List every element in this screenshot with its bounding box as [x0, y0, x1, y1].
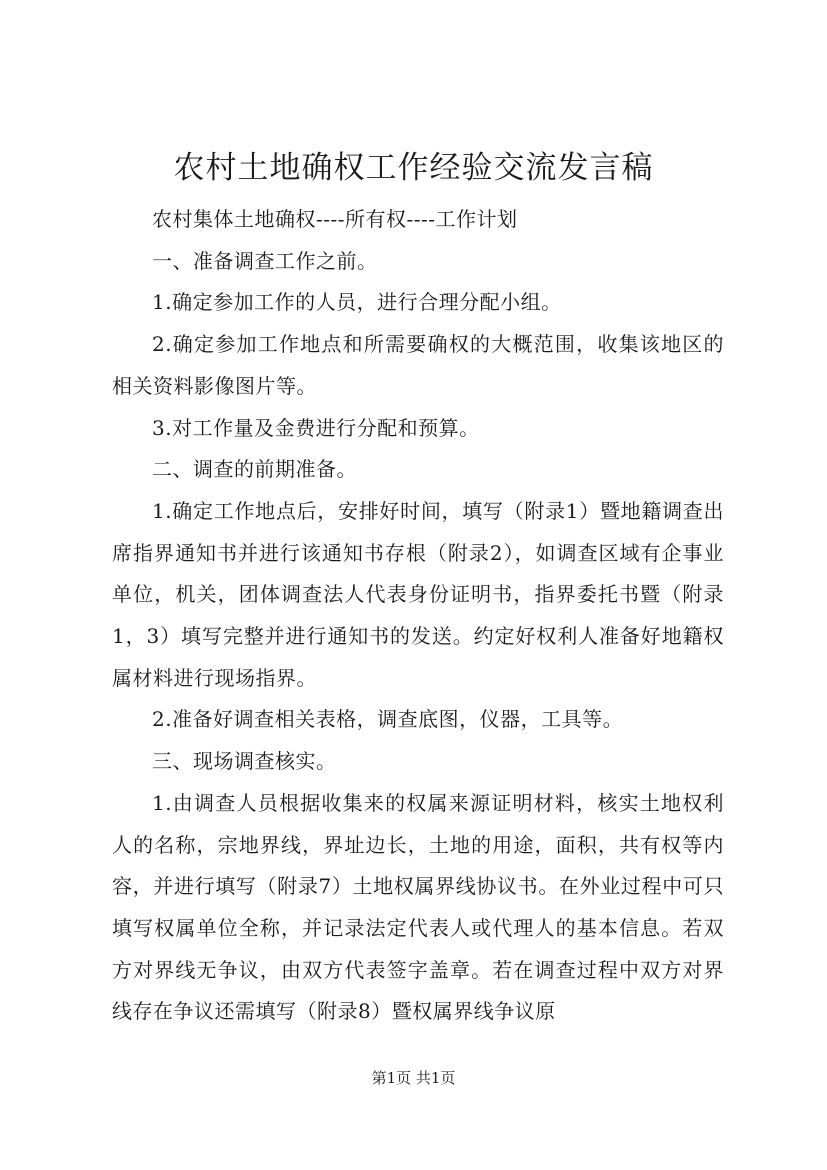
paragraph-2-1: 1.确定工作地点后，安排好时间，填写（附录1）暨地籍调查出席指界通知书并进行该通知书存根（附录2），如调查区域有企事业单位，机关，团体调查法人代表身份证明书，指界委托书暨（附录1，3）填写完整并进行通知书的发送。约定好权利人准备好地籍权属材料进行现场指界。 — [112, 498, 724, 690]
paragraph-1-1: 1.确定参加工作的人员，进行合理分配小组。 — [152, 290, 562, 315]
document-body — [112, 199, 724, 1033]
paragraph-3-1: 1.由调查人员根据收集来的权属来源证明材料，核实土地权利人的名称，宗地界线，界址边长，土地的用途，面积，共有权等内容，并进行填写（附录7）土地权属界线协议书。在外业过程中可只填写权属单位全称，并记录法定代表人或代理人的基本信息。若双方对界线无争议，由双方代表签字盖章。若在调查过程中双方对界线存在争议还需填写（附录8）暨权属界线争议原 — [112, 790, 724, 1024]
paragraph-section-1: 一、准备调查工作之前。 — [152, 248, 378, 273]
paragraph-2-2: 2.准备好调查相关表格，调查底图，仪器，工具等。 — [152, 707, 624, 732]
document-title: 农村土地确权工作经验交流发言稿 — [173, 150, 654, 186]
paragraph-heading-plan: 农村集体土地确权----所有权----工作计划 — [152, 207, 518, 231]
paragraph-1-2: 2.确定参加工作地点和所需要确权的大概范围，收集该地区的相关资料影像图片等。 — [112, 332, 724, 398]
paragraph-section-3: 三、现场调查核实。 — [152, 749, 337, 774]
paragraph-section-2: 二、调查的前期准备。 — [152, 457, 357, 482]
paragraph-1-3: 3.对工作量及金费进行分配和预算。 — [152, 415, 480, 440]
page-number-footer: 第1页 共1页 — [371, 1069, 456, 1087]
